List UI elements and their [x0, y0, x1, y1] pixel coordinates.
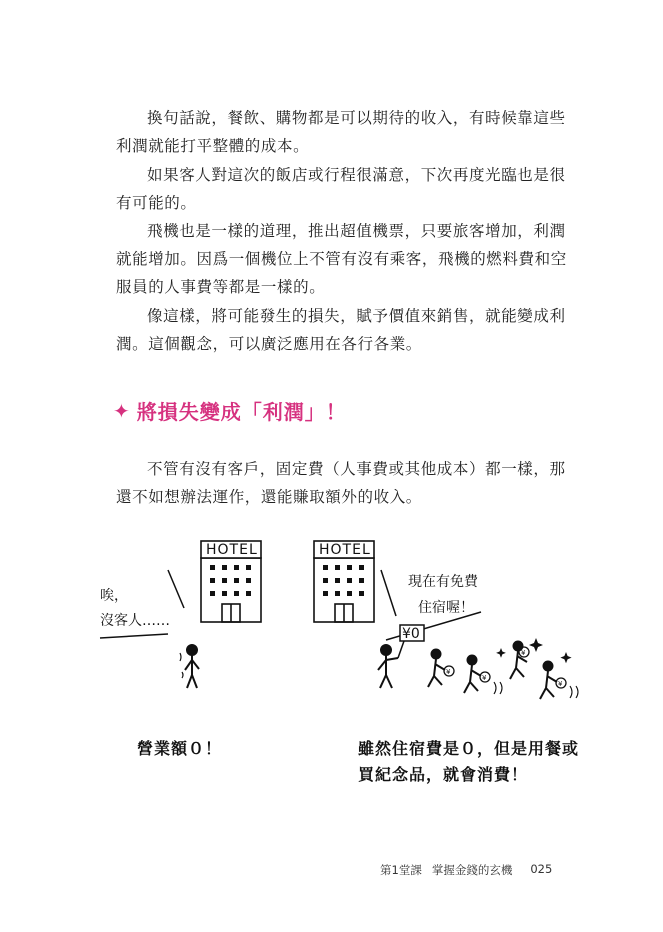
sad-person-icon — [180, 645, 199, 688]
section-paragraph: 不管有沒有客戶，固定費（人事費或其他成本）都一樣，那還不如想辦法運作，還能賺取額外的收入。 — [116, 460, 566, 506]
left-bubble-line-2: 沒客人…… — [100, 613, 170, 629]
coin-label: ¥ — [521, 649, 526, 657]
right-hotel-sign: HOTEL — [319, 542, 371, 558]
left-bubble-line-1: 唉， — [100, 588, 128, 604]
right-bubble-line-1: 現在有免費 — [408, 574, 478, 590]
left-hotel-sign: HOTEL — [206, 542, 258, 558]
paragraph-2: 如果客人對這次的飯店或行程很滿意，下次再度光臨也是很有可能的。 — [116, 166, 566, 212]
hotel-illustration — [96, 530, 596, 720]
footer-chapter: 第1堂課 — [380, 863, 422, 877]
right-bubble-line-2: 住宿喔！ — [418, 600, 474, 616]
price-sign-text: ¥0 — [402, 626, 420, 642]
paragraph-4: 像這樣，將可能發生的損失，賦予價值來銷售，就能變成利潤。這個觀念，可以廣泛應用在各行各業。 — [116, 307, 566, 353]
page-footer — [380, 862, 552, 878]
star-icon: ✦ — [113, 398, 131, 423]
section-heading-text: 將損失變成「利潤」！ — [136, 400, 347, 424]
coin-label: ¥ — [482, 674, 487, 682]
paragraph-3: 飛機也是一樣的道理，推出超值機票，只要旅客增加，利潤就能增加。因爲一個機位上不管有沒有乘客，飛機的燃料費和空服員的人事費等都是一樣的。 — [116, 222, 567, 296]
paragraph-1: 換句話說，餐飲、購物都是可以期待的收入，有時候靠這些利潤就能打平整體的成本。 — [116, 109, 566, 155]
running-guests-icon — [428, 642, 578, 700]
sparkle-icons — [496, 638, 571, 663]
coin-label: ¥ — [446, 668, 451, 676]
caption-left: 營業額０！ — [137, 739, 223, 758]
page-number: 025 — [530, 862, 553, 876]
footer-title: 掌握金錢的玄機 — [431, 863, 513, 877]
caption-right: 雖然住宿費是０，但是用餐或買紀念品，就會消費！ — [358, 739, 580, 784]
coin-label: ¥ — [558, 680, 563, 688]
section-heading — [113, 396, 347, 425]
